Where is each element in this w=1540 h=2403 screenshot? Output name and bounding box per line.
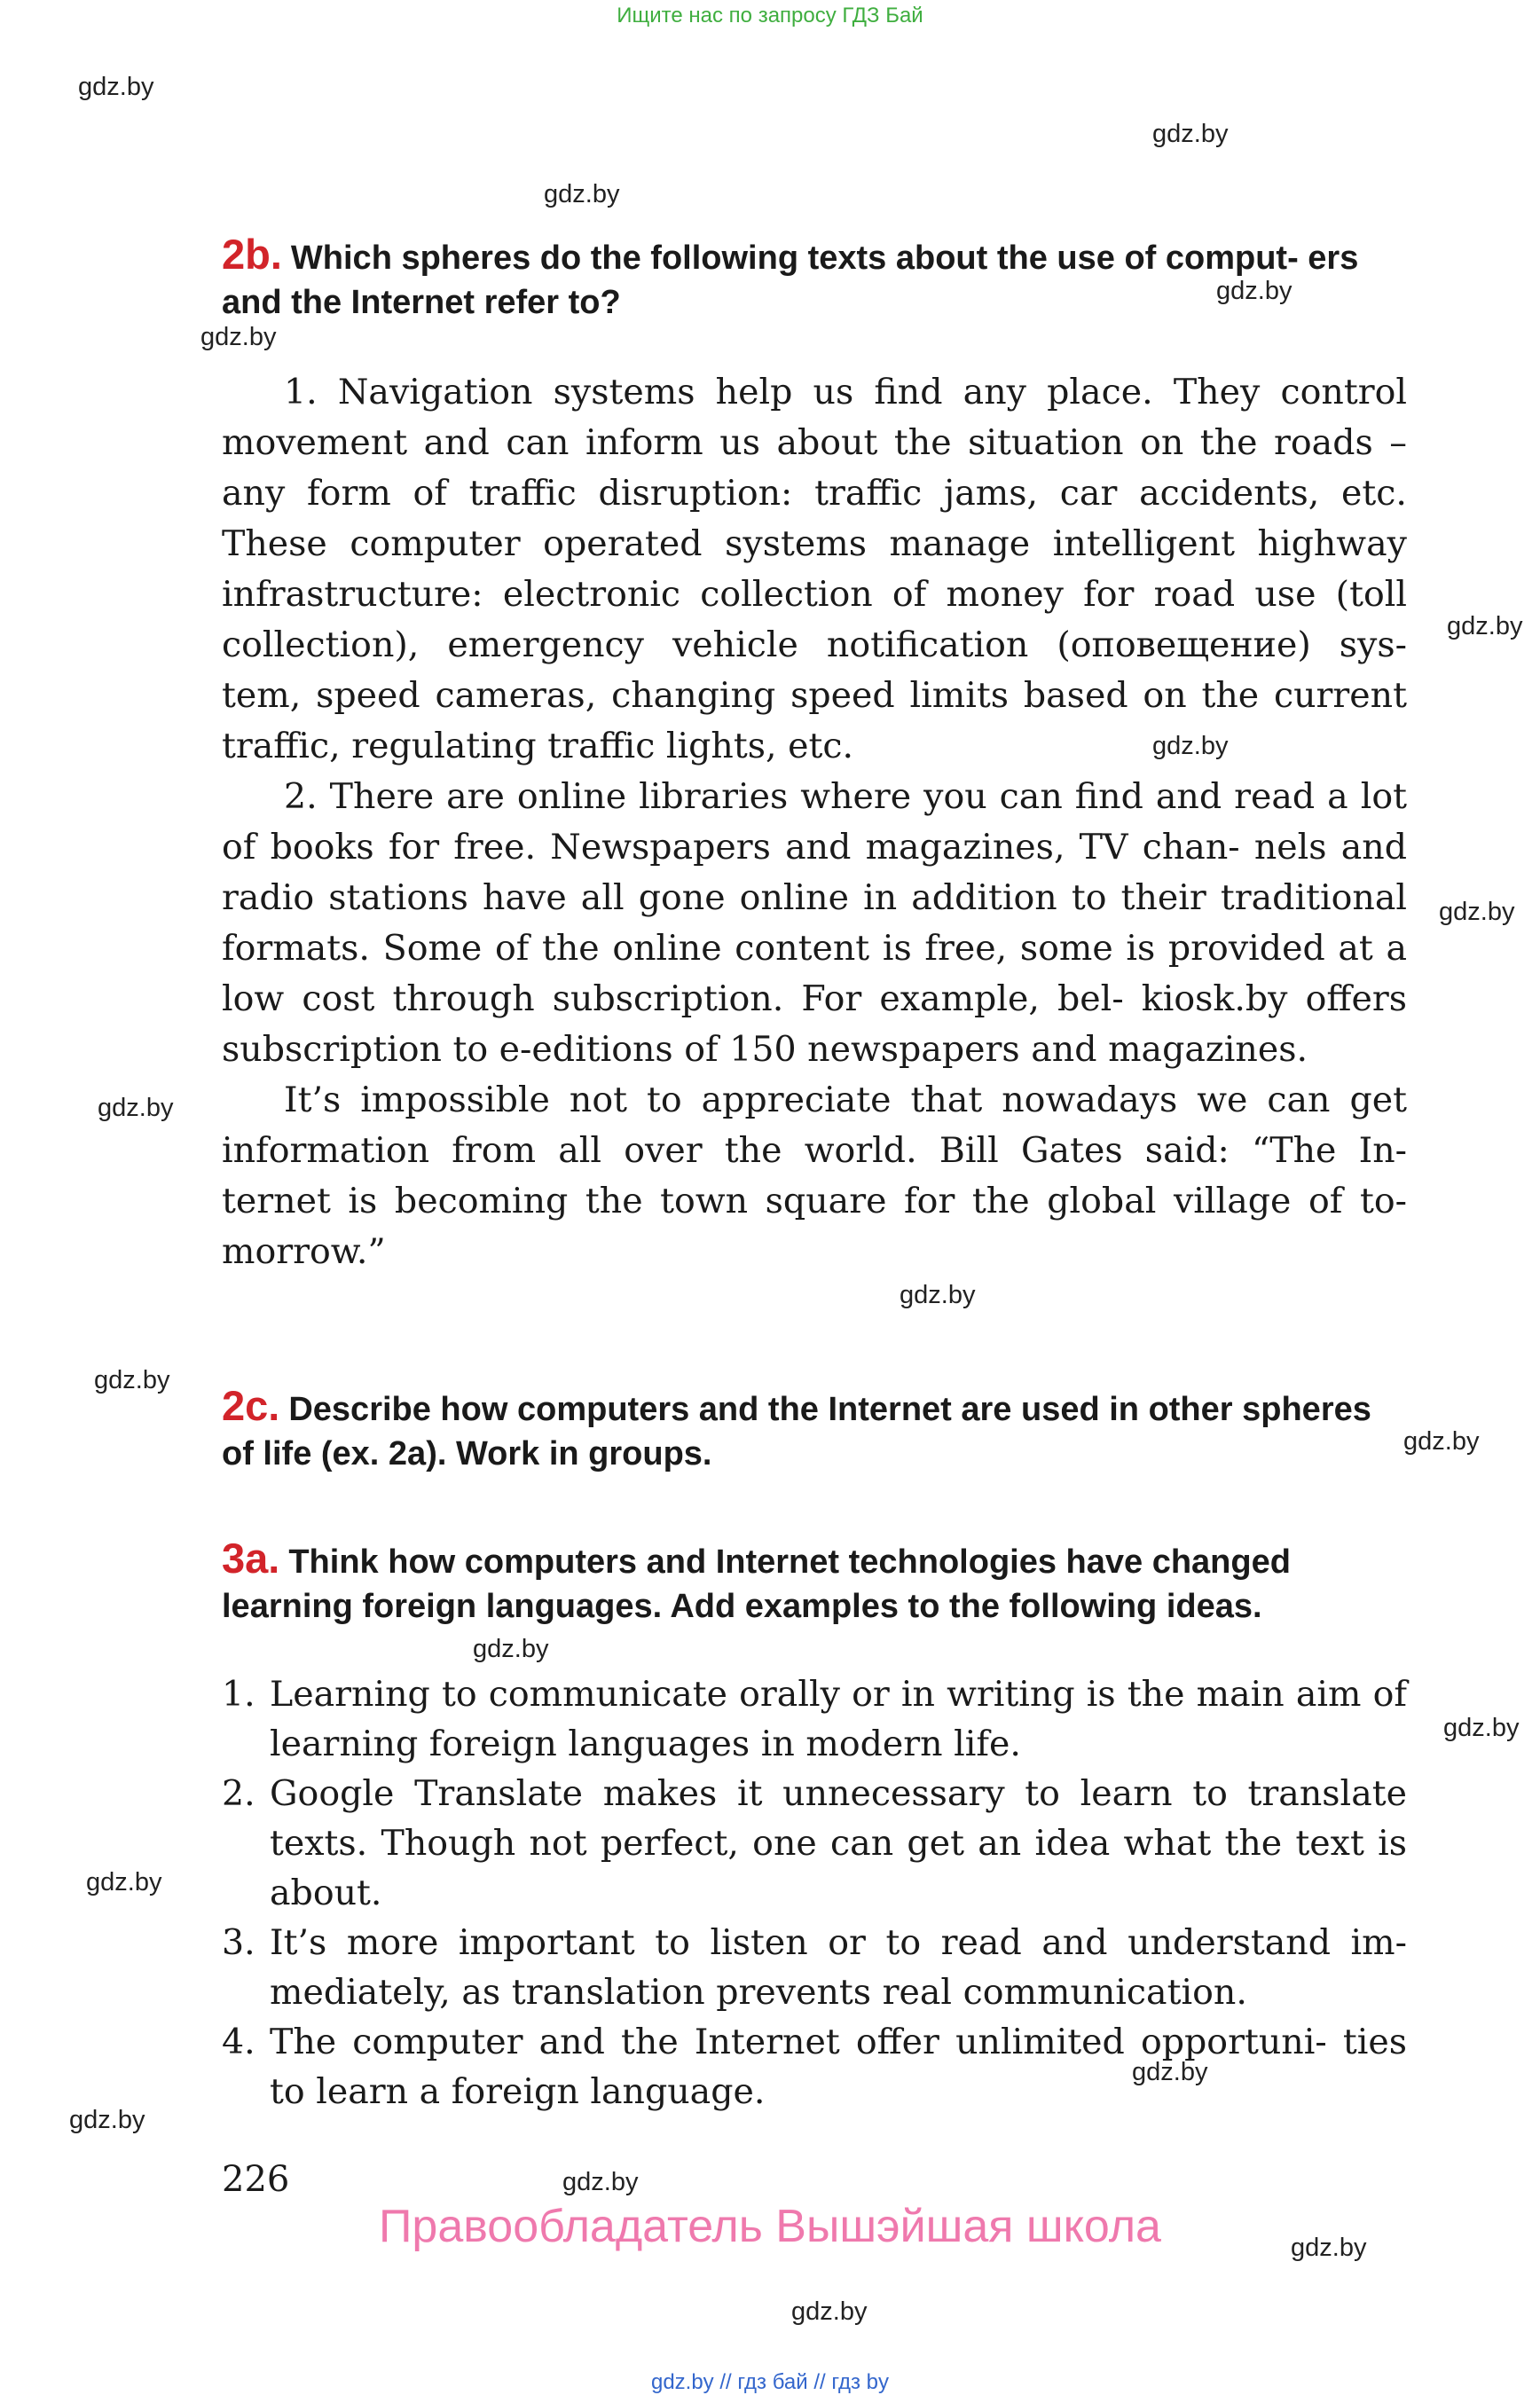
watermark: gdz.by: [69, 2106, 145, 2134]
watermark: gdz.by: [1132, 2058, 1208, 2086]
watermark: gdz.by: [78, 73, 154, 101]
watermark: gdz.by: [98, 1094, 174, 1122]
rights-holder: Правообладатель Вышэйшая школа: [379, 2201, 1161, 2252]
paragraph: 2. There are online libraries where you can find and read a lot of books for free. Newspapers and magazines, TV chan- nels and radio stations have all gone online in addition to their traditional formats. Some of the online content is free, some is provided at a low cost through subscription. For example, bel- kiosk.by offers subscription to e-editions of 150 newspapers and magazines.: [222, 776, 1407, 1070]
watermark: gdz.by: [562, 2168, 639, 2196]
watermark: gdz.by: [1291, 2234, 1367, 2262]
watermark: gdz.by: [1447, 612, 1523, 640]
watermark: gdz.by: [900, 1281, 976, 1309]
task-2c: [222, 1384, 1410, 1476]
item-text: Google Translate makes it unnecessary to learn to translate texts. Though not perfect, one can get an idea what the text is about.: [270, 1773, 1407, 1913]
watermark: gdz.by: [544, 180, 620, 208]
watermark: gdz.by: [200, 323, 277, 351]
watermark: gdz.by: [473, 1635, 549, 1663]
list-item: [222, 1769, 1407, 1918]
item-number: 4.: [222, 2022, 255, 2062]
item-number: 3.: [222, 1922, 255, 1963]
watermark: gdz.by: [1443, 1714, 1520, 1742]
paragraph: 1. Navigation systems help us find any place. They control movement and can inform us about the situation on the roads – any form of traffic disruption: traffic jams, car accidents, etc. These computer operated systems manage intelligent highway infrastructure: electronic collection of money for road use (toll collection), emergency vehicle notification (оповещение) sys- tem, speed cameras, changing speed limits based on the current traffic, regulating traffic lights, etc.: [222, 372, 1407, 766]
watermark: gdz.by: [791, 2297, 868, 2326]
watermark: gdz.by: [1216, 277, 1292, 305]
task-number: 3a.: [222, 1535, 280, 1582]
task-3a: [222, 1536, 1410, 1629]
list-item: [222, 1918, 1407, 2017]
task-instruction: Which spheres do the following texts about the use of comput- ers and the Internet refer to?: [222, 240, 1359, 321]
task-number: 2c.: [222, 1382, 280, 1429]
page-number: 226: [222, 2159, 290, 2200]
list-item: [222, 1669, 1407, 1769]
task-number: 2b.: [222, 231, 282, 278]
item-number: 1.: [222, 1674, 255, 1715]
watermark: gdz.by: [1152, 120, 1229, 148]
reading-text: [222, 367, 1407, 1277]
footer-links[interactable]: gdz.by // гдз бай // гдз by: [650, 2370, 890, 2394]
item-text: The computer and the Internet offer unlimited opportuni- ties to learn a foreign language.: [270, 2022, 1407, 2112]
paragraph: It’s impossible not to appreciate that nowadays we can get information from all over the world. Bill Gates said: “The In- ternet is becoming the town square for the global village of to- morrow.”: [222, 1080, 1407, 1272]
watermark: gdz.by: [86, 1868, 162, 1896]
watermark: gdz.by: [1152, 732, 1229, 760]
top-banner: Ищите нас по запросу ГДЗ Бай: [617, 4, 923, 27]
task-2b: [222, 232, 1410, 325]
task-instruction: Describe how computers and the Internet are used in other spheres of life (ex. 2a). Work in groups.: [222, 1391, 1371, 1472]
item-text: It’s more important to listen or to read and understand im- mediately, as translation prevents real communication.: [270, 1922, 1407, 2013]
item-number: 2.: [222, 1773, 255, 1814]
watermark: gdz.by: [94, 1366, 170, 1394]
item-text: Learning to communicate orally or in writing is the main aim of learning foreign languages in modern life.: [270, 1674, 1407, 1764]
watermark: gdz.by: [1439, 898, 1515, 926]
task-instruction: Think how computers and Internet technologies have changed learning foreign languages. Add examples to the following ideas.: [222, 1543, 1291, 1625]
watermark: gdz.by: [1403, 1427, 1480, 1456]
list-item: [222, 2017, 1407, 2116]
ideas-list: [222, 1669, 1407, 2116]
